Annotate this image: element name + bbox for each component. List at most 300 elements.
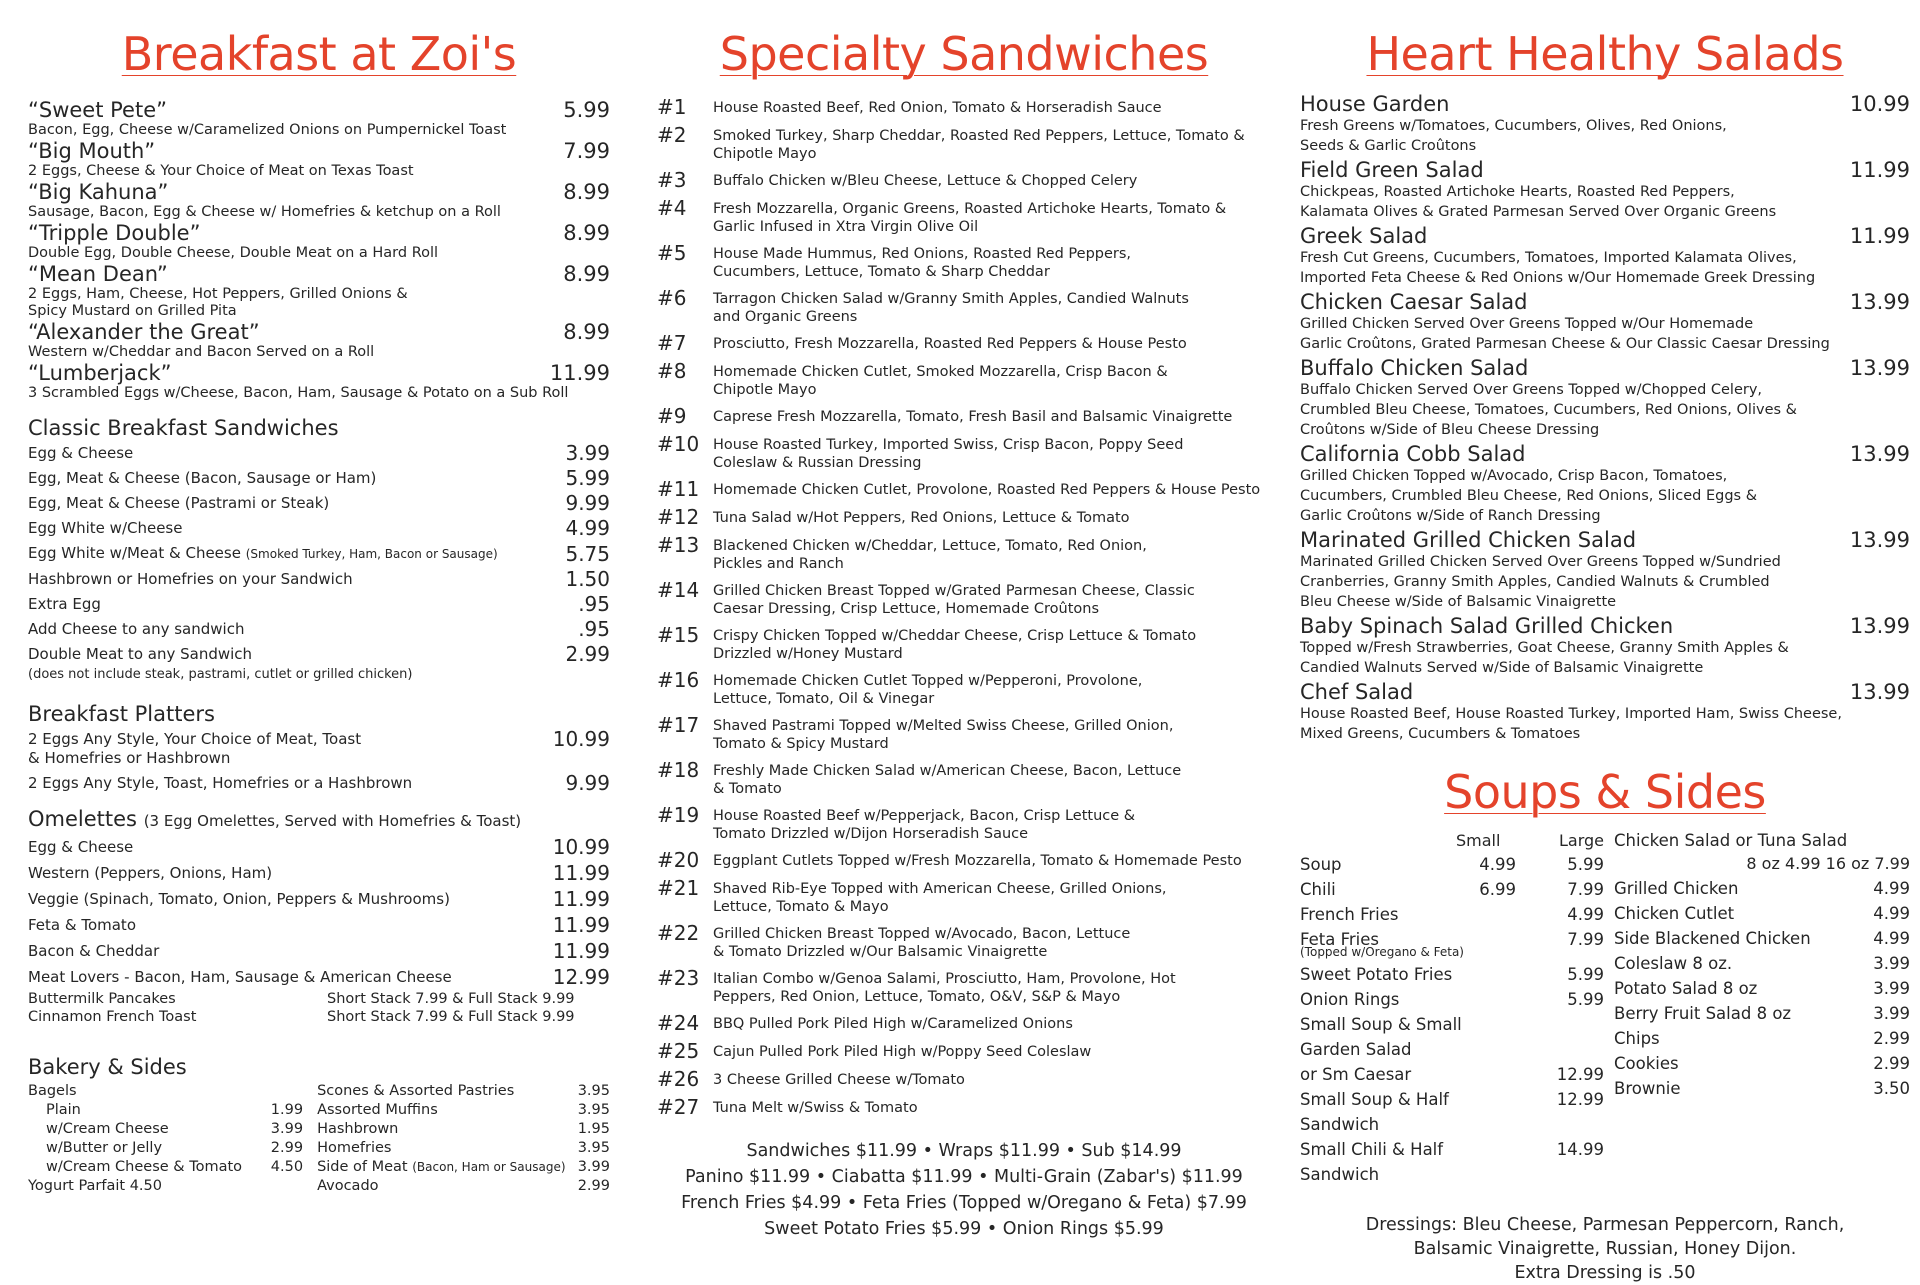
description-line: House Roasted Turkey, Imported Swiss, Crisp Bacon, Poppy Seed (713, 437, 1184, 453)
description-line: Kalamata Olives & Grated Parmesan Served Over Organic Greens (1300, 204, 1777, 220)
item-name: Assorted Muffins (317, 1102, 438, 1118)
description-line: Homemade Chicken Cutlet, Smoked Mozzarella, Crisp Bacon & (713, 364, 1168, 380)
description-line: Tomato & Spicy Mustard (713, 736, 889, 752)
item-price: 13.99 (1849, 528, 1910, 552)
bakery-left (28, 1082, 317, 1196)
item-name: Chili (1300, 880, 1336, 899)
small-price (1456, 902, 1516, 927)
sides-rows (1614, 876, 1910, 1101)
sandwich-item (657, 804, 1271, 843)
item-name: Small Soup & Half Sandwich (1300, 1090, 1449, 1134)
item-price: 10.99 (552, 727, 610, 751)
sandwich-description (713, 506, 1130, 528)
sandwich-description (713, 877, 1167, 916)
platter-name (28, 771, 412, 795)
salad-description (1300, 116, 1910, 156)
item-name: “Sweet Pete” (28, 98, 168, 122)
platter-line: & Homefries or Hashbrown (28, 749, 231, 767)
item-name: Meat Lovers - Bacon, Ham, Sausage & American Cheese (28, 968, 452, 986)
platter-line: 2 Eggs Any Style, Toast, Homefries or a Hashbrown (28, 774, 413, 792)
description-line: Tarragon Chicken Salad w/Granny Smith Apples, Candied Walnuts (713, 291, 1189, 307)
sandwich-number: #19 (657, 803, 700, 827)
description-line: Croûtons w/Side of Bleu Cheese Dressing (1300, 422, 1600, 438)
item-name: Baby Spinach Salad Grilled Chicken (1300, 614, 1674, 638)
item-price: 5.75 (565, 542, 610, 566)
sandwich-description (713, 1068, 965, 1090)
item-name: Homefries (317, 1140, 392, 1156)
item-name: Onion Rings (1300, 990, 1400, 1009)
signature-item-header (28, 139, 610, 163)
item-price: 14.99 (1556, 1140, 1604, 1159)
signature-item (28, 320, 610, 361)
item-name: Grilled Chicken (1614, 879, 1739, 898)
item-name: w/Cream Cheese (46, 1121, 169, 1137)
description-line: Shaved Pastrami Topped w/Melted Swiss Cheese, Grilled Onion, (713, 718, 1174, 734)
bread-option-line: Sandwiches $11.99 • Wraps $11.99 • Sub $14.99 (746, 1141, 1182, 1161)
description-line: House Roasted Beef, Red Onion, Tomato & Horseradish Sauce (713, 100, 1162, 116)
combo-row (1300, 1062, 1604, 1087)
item-price: 13.99 (1849, 614, 1910, 638)
description-line: Chipotle Mayo (713, 382, 817, 398)
sandwich-item (657, 96, 1271, 118)
stacks-list (28, 990, 610, 1026)
omelette-row (28, 860, 610, 886)
item-name: Sweet Potato Fries (1300, 965, 1453, 984)
bakery-right (317, 1082, 610, 1196)
description-line: Pickles and Ranch (713, 556, 844, 572)
signature-item-header (28, 361, 610, 385)
description-line: Grilled Chicken Topped w/Avocado, Crisp Bacon, Tomatoes, (1300, 468, 1728, 484)
description-line: Chickpeas, Roasted Artichoke Hearts, Roasted Red Peppers, (1300, 184, 1735, 200)
item-name: Small Chili & Half Sandwich (1300, 1140, 1444, 1184)
sandwich-description (713, 1096, 918, 1118)
item-price: 3.95 (577, 1083, 610, 1099)
description-line: Cranberries, Granny Smith Apples, Candied Walnuts & Crumbled (1300, 574, 1770, 590)
salad-header (1300, 442, 1910, 466)
signature-item (28, 361, 610, 402)
description-line: Buffalo Chicken Served Over Greens Topped w/Chopped Celery, (1300, 382, 1763, 398)
sandwich-item (657, 579, 1271, 618)
sandwich-number: #3 (657, 168, 687, 192)
item-price: 4.99 (1873, 904, 1910, 923)
sandwich-description (713, 579, 1195, 618)
item-price: 2.99 (1873, 1029, 1910, 1048)
small-price: 4.99 (1479, 855, 1516, 874)
item-price: 11.99 (552, 913, 610, 937)
salad-description (1300, 314, 1910, 354)
side-row (1614, 876, 1910, 901)
classic-row (28, 441, 610, 466)
classic-row (28, 592, 610, 617)
item-name: Feta Fries (1300, 930, 1379, 949)
large-price: 7.99 (1567, 930, 1604, 949)
item-price: 11.99 (552, 939, 610, 963)
salad-header (1300, 528, 1910, 552)
description-line: Imported Feta Cheese & Red Onions w/Our Homemade Greek Dressing (1300, 270, 1816, 286)
description-line: Candied Walnuts Served w/Side of Balsamic Vinaigrette (1300, 660, 1704, 676)
item-name: Marinated Grilled Chicken Salad (1300, 528, 1637, 552)
description-line: Buffalo Chicken w/Bleu Cheese, Lettuce & Chopped Celery (713, 173, 1138, 189)
sandwich-description (713, 360, 1168, 399)
classic-row (28, 491, 610, 516)
classic-row (28, 541, 610, 567)
sandwich-number: #9 (657, 404, 687, 428)
sandwich-number: #17 (657, 713, 700, 737)
sandwich-description (713, 1040, 1091, 1062)
item-name: Western (Peppers, Onions, Ham) (28, 864, 273, 882)
item-description: Western w/Cheddar and Bacon Served on a Roll (28, 344, 375, 360)
sandwich-description (713, 124, 1245, 163)
bread-option-line: French Fries $4.99 • Feta Fries (Topped w/Oregano & Feta) $7.99 (681, 1193, 1247, 1213)
bakery-row (317, 1177, 610, 1196)
item-price: 13.99 (1849, 680, 1910, 704)
sandwich-description (713, 922, 1130, 961)
salads-title: Heart Healthy Salads (1366, 27, 1844, 81)
side-row (1614, 1001, 1910, 1026)
sandwich-description (713, 804, 1135, 843)
sandwich-description (713, 624, 1196, 663)
signature-item (28, 180, 610, 221)
salad-header (1300, 356, 1910, 380)
item-price: Short Stack 7.99 & Full Stack 9.99 (327, 991, 575, 1007)
large-header: Large (1558, 831, 1604, 850)
bread-option-line: Panino $11.99 • Ciabatta $11.99 • Multi-Grain (Zabar's) $11.99 (685, 1167, 1243, 1187)
sandwich-description (713, 242, 1131, 281)
description-line: Garlic Infused in Xtra Virgin Olive Oil (713, 219, 979, 235)
sandwich-item (657, 405, 1271, 427)
soups-header (1300, 830, 1604, 852)
sandwich-number: #25 (657, 1039, 700, 1063)
item-price: 2.99 (270, 1140, 304, 1156)
omelette-row (28, 886, 610, 912)
description-line: Tuna Salad w/Hot Peppers, Red Onions, Lettuce & Tomato (713, 510, 1130, 526)
item-note: (Smoked Turkey, Ham, Bacon or Sausage) (245, 547, 498, 561)
item-price: 3.99 (577, 1159, 610, 1175)
salad-item (1300, 92, 1910, 156)
description-line: Freshly Made Chicken Salad w/American Cheese, Bacon, Lettuce (713, 763, 1182, 779)
item-name: “Big Kahuna” (28, 180, 169, 204)
description-line: Fresh Mozzarella, Organic Greens, Roasted Artichoke Hearts, Tomato & (713, 201, 1227, 217)
item-price: 3.99 (270, 1121, 304, 1137)
soups-right (1604, 830, 1910, 1187)
large-price: 7.99 (1567, 880, 1604, 899)
combo-row (1300, 1012, 1604, 1062)
sandwich-item (657, 759, 1271, 798)
sandwich-item (657, 714, 1271, 753)
description-line: Smoked Turkey, Sharp Cheddar, Roasted Red Peppers, Lettuce, Tomato & (713, 128, 1245, 144)
item-name: Egg & Cheese (28, 444, 134, 462)
item-name: Egg, Meat & Cheese (Pastrami or Steak) (28, 494, 330, 512)
description-line: BBQ Pulled Pork Piled High w/Caramelized Onions (713, 1016, 1073, 1032)
sandwich-number: #2 (657, 123, 687, 147)
classic-list (28, 441, 610, 667)
item-description: 3 Scrambled Eggs w/Cheese, Bacon, Ham, Sausage & Potato on a Sub Roll (28, 385, 569, 401)
sandwich-description (713, 714, 1173, 753)
omelettes-heading (28, 806, 610, 834)
sandwich-number: #11 (657, 477, 700, 501)
small-price (1456, 987, 1516, 1012)
item-name: Cinnamon French Toast (28, 1009, 197, 1025)
stack-row (28, 990, 610, 1008)
sandwich-number: #23 (657, 966, 700, 990)
item-price: 2.99 (1873, 1054, 1910, 1073)
description-line: House Roasted Beef w/Pepperjack, Bacon, Crisp Lettuce & (713, 808, 1136, 824)
item-name: Double Meat to any Sandwich (28, 645, 253, 663)
sandwich-item (657, 242, 1271, 281)
bakery-row (317, 1158, 610, 1177)
item-description: 2 Eggs, Ham, Cheese, Hot Peppers, Grilled Onions & Spicy Mustard on Grilled Pita (28, 286, 408, 319)
item-name: Extra Egg (28, 595, 101, 613)
sandwich-item (657, 1040, 1271, 1062)
salad-item (1300, 680, 1910, 744)
sandwich-description (713, 433, 1183, 472)
item-name: Chicken Cutlet (1614, 904, 1735, 923)
bakery-row (317, 1139, 610, 1158)
classic-title: Classic Breakfast Sandwiches (28, 416, 339, 440)
combo-row (1300, 1137, 1604, 1187)
sandwich-number: #15 (657, 623, 700, 647)
sandwich-number: #6 (657, 286, 687, 310)
chicken-tuna-salad-prices: 8 oz 4.99 16 oz 7.99 (1746, 854, 1910, 873)
soups-left (1300, 830, 1604, 1187)
soup-row (1300, 962, 1604, 987)
description-line: Homemade Chicken Cutlet, Provolone, Roasted Red Peppers & House Pesto (713, 482, 1261, 498)
item-price: 12.99 (552, 965, 610, 989)
item-price: 3.99 (565, 441, 610, 465)
omelette-row (28, 834, 610, 860)
sandwich-item (657, 478, 1271, 500)
description-line: Homemade Chicken Cutlet Topped w/Pepperoni, Provolone, (713, 673, 1143, 689)
side-row (1614, 951, 1910, 976)
sandwich-number: #13 (657, 533, 700, 557)
item-price (1516, 1012, 1604, 1062)
item-name: Scones & Assorted Pastries (317, 1083, 515, 1099)
description-line: Crispy Chicken Topped w/Cheddar Cheese, Crisp Lettuce & Tomato (713, 628, 1197, 644)
large-price: 5.99 (1567, 990, 1604, 1009)
small-header: Small (1456, 831, 1501, 850)
omelette-row (28, 964, 610, 990)
breakfast-column (28, 0, 610, 1196)
item-description: 2 Eggs, Cheese & Your Choice of Meat on Texas Toast (28, 163, 414, 179)
classic-row (28, 567, 610, 592)
description-line: Mixed Greens, Cucumbers & Tomatoes (1300, 726, 1581, 742)
description-line: Cucumbers, Crumbled Bleu Cheese, Red Onions, Sliced Eggs & (1300, 488, 1758, 504)
item-name: w/Butter or Jelly (46, 1140, 163, 1156)
small-price (1456, 927, 1516, 952)
signature-item-header (28, 180, 610, 204)
salad-header (1300, 92, 1910, 116)
description-line: Eggplant Cutlets Topped w/Fresh Mozzarella, Tomato & Homemade Pesto (713, 853, 1242, 869)
item-price: 12.99 (1556, 1090, 1604, 1109)
salad-list (1300, 92, 1910, 744)
sandwich-item (657, 169, 1271, 191)
large-price: 5.99 (1567, 965, 1604, 984)
sandwich-item (657, 849, 1271, 871)
sandwich-item (657, 669, 1271, 708)
item-price: 1.95 (577, 1121, 610, 1137)
salad-item (1300, 442, 1910, 526)
sandwich-number: #12 (657, 505, 700, 529)
description-line: Grilled Chicken Served Over Greens Topped w/Our Homemade (1300, 316, 1754, 332)
omelettes-title: Omelettes (28, 807, 137, 831)
platters-list (28, 727, 610, 796)
omelettes-list (28, 834, 610, 990)
sandwich-item (657, 922, 1271, 961)
item-price: 5.99 (565, 466, 610, 490)
item-name: Brownie (1614, 1079, 1681, 1098)
combo-rows (1300, 1012, 1604, 1187)
sandwich-number: #27 (657, 1095, 700, 1119)
sandwich-description (713, 287, 1189, 326)
sandwich-number: #8 (657, 359, 687, 383)
item-name: Feta & Tomato (28, 916, 136, 934)
sandwich-number: #16 (657, 668, 700, 692)
sandwich-description (713, 169, 1137, 191)
item-name: Egg White w/Meat & Cheese (Smoked Turkey, Ham, Bacon or Sausage) (28, 544, 498, 562)
sandwich-description (713, 96, 1162, 118)
description-line: and Organic Greens (713, 309, 858, 325)
item-name: Bacon & Cheddar (28, 942, 160, 960)
description-line: Bleu Cheese w/Side of Balsamic Vinaigrette (1300, 594, 1617, 610)
salad-item (1300, 528, 1910, 612)
salad-description (1300, 182, 1910, 222)
description-line: Grilled Chicken Breast Topped w/Avocado, Bacon, Lettuce (713, 926, 1131, 942)
sandwich-description (713, 1012, 1073, 1034)
sandwich-number: #1 (657, 95, 687, 119)
salad-description (1300, 466, 1910, 526)
sandwich-item (657, 1012, 1271, 1034)
sandwich-item (657, 124, 1271, 163)
bakery-row (28, 1139, 317, 1158)
sandwich-bread-options (657, 1138, 1271, 1242)
description-line: Coleslaw & Russian Dressing (713, 455, 922, 471)
item-price: 4.99 (1873, 929, 1910, 948)
sandwich-item (657, 877, 1271, 916)
sandwich-number: #14 (657, 578, 700, 602)
sandwich-description (713, 669, 1142, 708)
item-price: 11.99 (552, 887, 610, 911)
description-line: Italian Combo w/Genoa Salami, Prosciutto, Ham, Provolone, Hot (713, 971, 1176, 987)
item-name: “Big Mouth” (28, 139, 156, 163)
signature-item-header (28, 98, 610, 122)
sandwich-item (657, 967, 1271, 1006)
item-name: Coleslaw 8 oz. (1614, 954, 1733, 973)
item-name: or Sm Caesar (1300, 1065, 1412, 1084)
sandwich-description (713, 759, 1181, 798)
item-price: 3.99 (1873, 954, 1910, 973)
small-price: 6.99 (1479, 880, 1516, 899)
description-line: House Made Hummus, Red Onions, Roasted Red Peppers, (713, 246, 1132, 262)
description-line: Tuna Melt w/Swiss & Tomato (713, 1100, 918, 1116)
sandwich-list (657, 96, 1271, 1118)
soup-row (1300, 852, 1604, 877)
item-name: Add Cheese to any sandwich (28, 620, 245, 638)
item-price: 5.99 (563, 98, 610, 122)
item-name: Berry Fruit Salad 8 oz (1614, 1004, 1792, 1023)
dressing-line: Balsamic Vinaigrette, Russian, Honey Dijon. (1413, 1239, 1797, 1259)
salads-column (1300, 0, 1910, 1285)
item-price: 11.99 (1849, 224, 1910, 248)
item-price: 4.99 (1873, 879, 1910, 898)
item-name: French Fries (1300, 905, 1399, 924)
item-name: Potato Salad 8 oz (1614, 979, 1758, 998)
salad-item (1300, 290, 1910, 354)
salad-description (1300, 704, 1910, 744)
sandwiches-column (657, 0, 1271, 1242)
sandwich-item (657, 1068, 1271, 1090)
dressing-line: Dressings: Bleu Cheese, Parmesan Peppercorn, Ranch, (1365, 1215, 1845, 1235)
item-name: Soup (1300, 855, 1342, 874)
item-price: 9.99 (565, 491, 610, 515)
item-note: (Topped w/Oregano & Feta) (1300, 945, 1464, 959)
item-description: Sausage, Bacon, Egg & Cheese w/ Homefries & ketchup on a Roll (28, 204, 501, 220)
bakery-row (317, 1101, 610, 1120)
description-line: Caprese Fresh Mozzarella, Tomato, Fresh Basil and Balsamic Vinaigrette (713, 409, 1233, 425)
item-price: 11.99 (552, 861, 610, 885)
description-line: & Tomato Drizzled w/Our Balsamic Vinaigrette (713, 944, 1048, 960)
item-price: 10.99 (1849, 92, 1910, 116)
bakery-title: Bakery & Sides (28, 1055, 187, 1079)
item-name: Chips (1614, 1029, 1660, 1048)
salad-item (1300, 356, 1910, 440)
description-line: Caesar Dressing, Crisp Lettuce, Homemade Croûtons (713, 601, 1100, 617)
item-name: Small Soup & Small Garden Salad (1300, 1015, 1462, 1059)
item-name: Veggie (Spinach, Tomato, Onion, Peppers & Mushrooms) (28, 890, 450, 908)
side-row (1614, 1076, 1910, 1101)
sandwich-description (713, 534, 1147, 573)
sandwich-number: #24 (657, 1011, 700, 1035)
omelettes-note: (3 Egg Omelettes, Served with Homefries & Toast) (143, 812, 522, 830)
signature-item-header (28, 320, 610, 344)
item-name: Egg, Meat & Cheese (Bacon, Sausage or Ham) (28, 469, 377, 487)
sandwich-number: #7 (657, 331, 687, 355)
description-line: Chipotle Mayo (713, 146, 817, 162)
soup-row (1300, 902, 1604, 927)
sandwich-item (657, 197, 1271, 236)
classic-row (28, 642, 610, 667)
item-description: Double Egg, Double Cheese, Double Meat on a Hard Roll (28, 245, 439, 261)
item-price: 8.99 (563, 221, 610, 245)
description-line: Garlic Croûtons w/Side of Ranch Dressing (1300, 508, 1601, 524)
salad-item (1300, 158, 1910, 222)
bakery-row (28, 1177, 317, 1196)
sandwich-item (657, 624, 1271, 663)
sandwich-number: #5 (657, 241, 687, 265)
dressing-line: Extra Dressing is .50 (1514, 1263, 1696, 1283)
signature-item (28, 221, 610, 262)
item-price: .95 (578, 592, 610, 616)
salad-item (1300, 224, 1910, 288)
item-name: Chef Salad (1300, 680, 1414, 704)
item-price: 13.99 (1849, 290, 1910, 314)
salad-header (1300, 290, 1910, 314)
item-name: Egg & Cheese (28, 838, 134, 856)
description-line: & Tomato (713, 781, 782, 797)
description-line: Shaved Rib-Eye Topped with American Cheese, Grilled Onions, (713, 881, 1167, 897)
item-price: 4.99 (565, 516, 610, 540)
description-line: Peppers, Red Onion, Lettuce, Tomato, O&V, S&P & Mayo (713, 989, 1121, 1005)
item-name: Bagels (28, 1083, 77, 1099)
platter-line: 2 Eggs Any Style, Your Choice of Meat, Toast (28, 730, 362, 748)
bakery-row (317, 1082, 610, 1101)
soups-sides (1300, 830, 1910, 1187)
sandwich-number: #20 (657, 848, 700, 872)
item-price: 2.99 (565, 642, 610, 666)
item-price: 7.99 (563, 139, 610, 163)
large-price: 5.99 (1567, 855, 1604, 874)
item-name: Side Blackened Chicken (1614, 929, 1811, 948)
omelette-row (28, 938, 610, 964)
